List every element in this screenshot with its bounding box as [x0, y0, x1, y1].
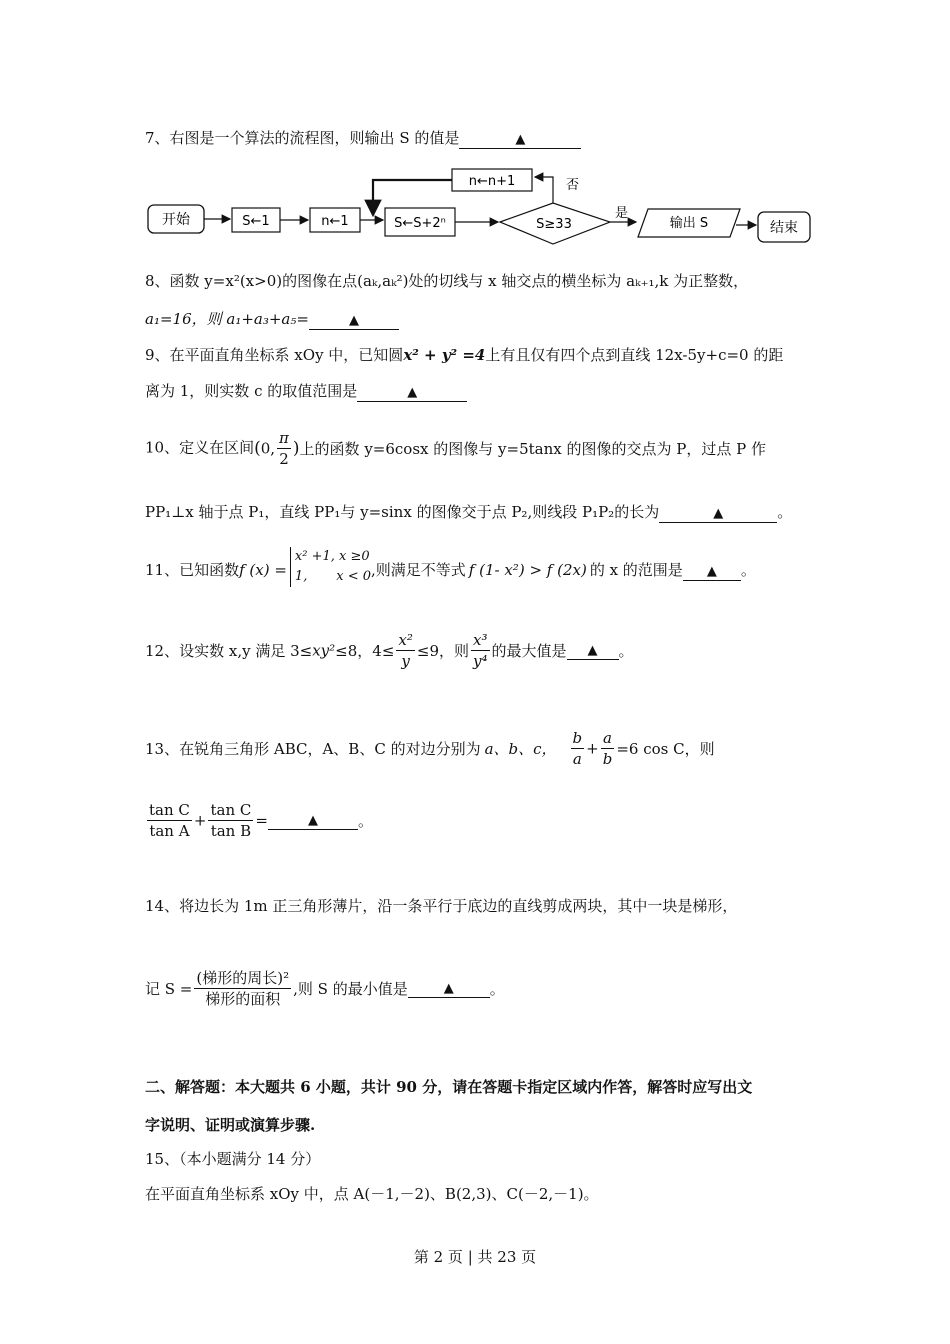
q11-case2: 1, x < 0	[294, 569, 372, 584]
q12-post: 的最大值是	[491, 642, 567, 660]
q11-ineq: f (1- x²) > f (2x)	[468, 561, 587, 579]
q13-plus: +	[586, 739, 599, 758]
q15-body: 在平面直角坐标系 xOy 中，点 A(－1,－2)、B(2,3)、C(－2,－1)。	[145, 1185, 599, 1203]
q9-pre: 9、在平面直角坐标系 xOy 中，已知圆	[145, 346, 404, 364]
q13-frac1-den: a	[572, 750, 582, 768]
q11-cases	[290, 547, 371, 587]
section-2-line1: 二、解答题：本大题共 6 小题，共计 90 分，请在答题卡指定区域内作答，解答时应写出文	[145, 1078, 753, 1096]
answer-triangle-icon: ▲	[587, 643, 598, 658]
flow-output-label: 输出 S	[669, 216, 709, 231]
q7-text: 7、右图是一个算法的流程图，则输出 S 的值是	[145, 129, 460, 147]
question-8-line2	[145, 308, 399, 330]
question-10: 10、定义在区间(0, $\frac{\pi}{2}$ )上的函数 y=6cosx 的图像与 y=5tanx 的图像的交点为 P，过点 P 作	[145, 429, 766, 468]
answer-triangle-icon: ▲	[515, 132, 526, 147]
answer-triangle-icon: ▲	[443, 981, 454, 996]
q14-post: ,则 S 的最小值是	[293, 980, 408, 998]
question-7	[145, 127, 581, 149]
flow-s-init-label: S←1	[242, 214, 270, 229]
question-14-line2	[145, 968, 505, 1009]
q13-end: 。	[357, 812, 373, 830]
q11-post: ,则满足不等式	[371, 561, 466, 579]
q12-pre: 12、设实数 x,y 满足 3≤	[145, 642, 313, 660]
q10-line2: PP₁⊥x 轴于点 P₁，直线 PP₁与 y=sinx 的图像交于点 P₂,则线段 P₁P₂的长为	[145, 503, 660, 521]
q11-case1: x² +1, x ≥0	[294, 549, 370, 564]
q11-post2: 的 x 的范围是	[589, 561, 683, 579]
q12-mid2: ≤9，则	[416, 642, 470, 660]
q13-eq: =6 cos C，则	[616, 740, 715, 758]
q13-eq2: =	[255, 811, 268, 830]
question-14	[145, 895, 737, 916]
q11-answer-blank	[683, 562, 741, 581]
q10-answer-blank	[659, 504, 777, 523]
question-9	[145, 344, 783, 365]
flow-end-label: 结束	[770, 220, 798, 236]
q14-line1: 14、将边长为 1m 正三角形薄片，沿一条平行于底边的直线剪成两块，其中一块是梯形，	[145, 897, 738, 915]
q13-frac2-den: b	[602, 750, 613, 768]
q14-end: 。	[489, 980, 505, 998]
q13-tan2-den: tan B	[210, 822, 252, 840]
q11-end: 。	[740, 561, 756, 579]
q15-head: 15、（本小题满分 14 分）	[145, 1150, 321, 1168]
question-9-line2	[145, 380, 467, 402]
q12-xy2: xy²	[312, 641, 336, 660]
q12-frac2-den: y⁴	[473, 652, 488, 670]
q10-two: 2	[279, 450, 289, 468]
q8-line2: a₁=16，则 a₁+a₃+a₅=	[145, 310, 309, 328]
q10-interval-left: 0,	[260, 439, 276, 458]
q12-frac1-den: y	[401, 652, 410, 670]
flow-n-init-label: n←1	[321, 214, 349, 229]
answer-triangle-icon: ▲	[713, 506, 724, 521]
q14-frac-num: (梯形的周长)²	[196, 969, 290, 987]
q9-line2: 离为 1，则实数 c 的取值范围是	[145, 382, 358, 400]
answer-triangle-icon: ▲	[706, 564, 717, 579]
q12-answer-blank	[567, 641, 619, 660]
q12-mid: ≤8，4≤	[335, 642, 395, 660]
question-11	[145, 547, 756, 591]
flow-increment-label: n←n+1	[468, 174, 516, 189]
flow-condition-label: S≥33	[536, 217, 572, 232]
q13-tan1-den: tan A	[149, 822, 190, 840]
flow-yes-label: 是	[615, 206, 629, 221]
section-2-line2: 字说明、证明或演算步骤.	[145, 1116, 316, 1134]
question-13	[145, 728, 715, 769]
answer-triangle-icon: ▲	[307, 813, 318, 828]
q13-tan2-num: tan C	[210, 801, 252, 819]
q7-answer-blank	[459, 130, 581, 149]
q13-pre: 13、在锐角三角形 ABC，A、B、C 的对边分别为	[145, 740, 481, 758]
q14-pre: 记 S =	[145, 980, 193, 998]
page-footer: 第 2 页 | 共 23 页	[413, 1248, 537, 1266]
q11-pre: 11、已知函数	[145, 561, 240, 579]
q10-pre: 10、定义在区间	[145, 438, 255, 457]
q9-post: 上有且仅有四个点到直线 12x-5y+c=0 的距	[485, 346, 784, 364]
q10-pi: π	[279, 429, 289, 447]
q12-frac2-num: x³	[473, 631, 488, 649]
q10-post: 上的函数 y=6cosx 的图像与 y=5tanx 的图像的交点为 P，过点 P 作	[299, 440, 766, 458]
question-10-line2	[145, 501, 792, 523]
flow-update-label: S←S+2ⁿ	[394, 216, 446, 231]
q13-vars: a、b、c，	[484, 740, 557, 758]
q13-frac1-num: b	[572, 729, 583, 747]
flowchart	[140, 165, 820, 250]
q11-fx: f (x) =	[239, 561, 287, 579]
question-12	[145, 630, 634, 671]
flow-no-label: 否	[566, 178, 580, 193]
answer-triangle-icon: ▲	[348, 313, 359, 328]
q12-end: 。	[618, 642, 634, 660]
q8-line1: 8、函数 y=x²(x>0)的图像在点(aₖ,aₖ²)处的切线与 x 轴交点的横坐标为 aₖ₊₁,k 为正整数，	[145, 272, 749, 290]
question-8	[145, 270, 748, 291]
flow-start-label: 开始	[162, 212, 190, 228]
q13-tan1-num: tan C	[149, 801, 190, 819]
q8-answer-blank	[309, 311, 399, 330]
q12-frac1-num: x²	[398, 631, 413, 649]
question-15-body	[145, 1183, 599, 1204]
q10-end: 。	[777, 503, 793, 521]
section-2-heading	[145, 1076, 752, 1097]
question-13-line2: $\frac{\text{tan C}}{\text{tan A}}$ + $\frac{\text{tan C}}{\text{tan B}}$ = ▲ 。	[149, 801, 373, 840]
section-2-heading-line2	[145, 1114, 315, 1135]
q14-answer-blank	[408, 979, 490, 998]
q9-formula: x² + y² =4	[403, 346, 486, 364]
question-15-header	[145, 1148, 320, 1169]
q13-answer-blank	[268, 811, 358, 830]
q14-frac-den: 梯形的面积	[205, 990, 281, 1008]
q13-frac2-num: a	[603, 729, 612, 747]
q9-answer-blank	[357, 383, 467, 402]
answer-triangle-icon: ▲	[407, 385, 418, 400]
